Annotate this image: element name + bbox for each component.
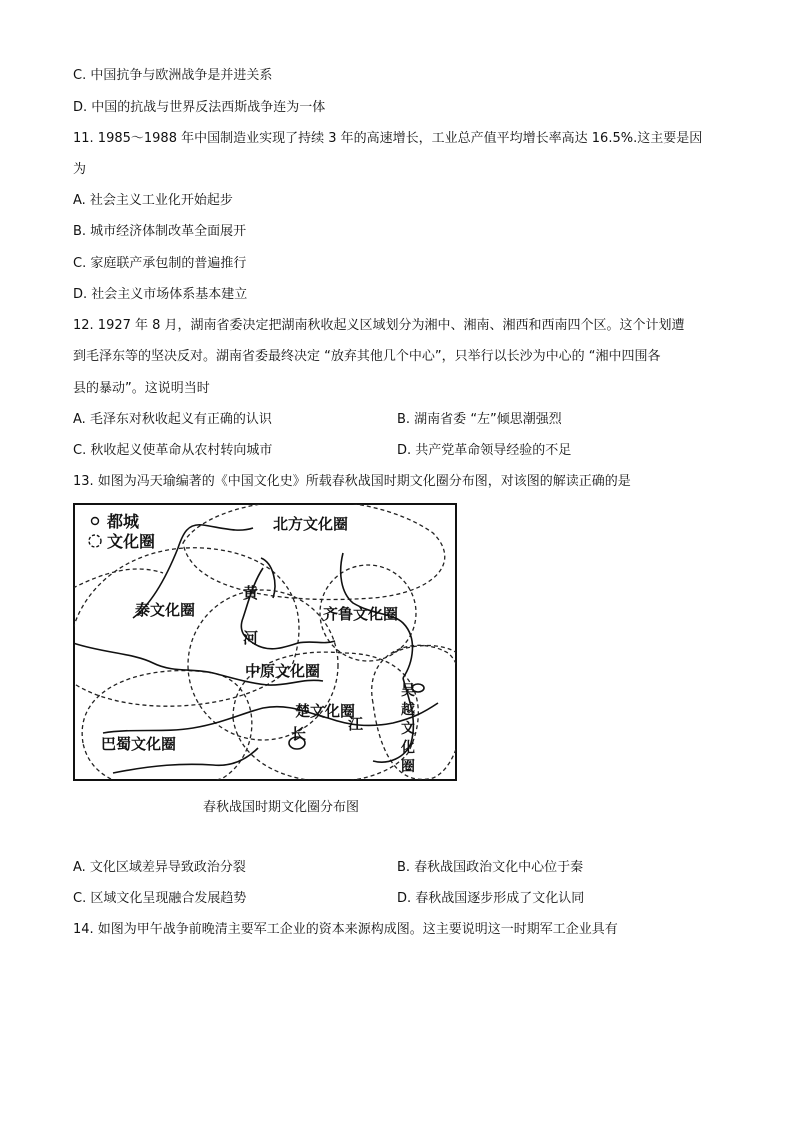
label-chu-circle: 楚文化圈: [295, 702, 356, 720]
label-he: 河: [243, 629, 259, 647]
label-zhongyuan-circle: 中原文化圈: [245, 662, 321, 680]
label-jiang: 江: [348, 715, 364, 733]
q12-option-b: B. 湖南省委 “左”倾思潮强烈: [397, 412, 562, 427]
label-qin-circle: 泰文化圈: [135, 601, 196, 619]
q13-option-a: A. 文化区域差异导致政治分裂: [73, 860, 246, 875]
q12-stem-line3: 县的暴动”。这说明当时: [73, 381, 210, 396]
q11-stem-line2: 为: [73, 162, 87, 177]
q12-stem-line2: 到毛泽东等的坚决反对。湖南省委最终决定 “放弃其他几个中心”，只举行以长沙为中心的 “湘中四围各: [73, 349, 661, 364]
label-yue: 越: [401, 702, 415, 718]
culture-circle-map-figure: [73, 503, 457, 781]
q13-option-d: D. 春秋战国逐步形成了文化认同: [397, 891, 585, 906]
q13-stem: 13. 如图为冯天瑜编著的《中国文化史》所载春秋战国时期文化圈分布图，对该图的解读正确的是: [73, 474, 631, 489]
q12-option-a: A. 毛泽东对秋收起义有正确的认识: [73, 412, 272, 427]
q11-option-a: A. 社会主义工业化开始起步: [73, 193, 233, 208]
q11-stem-line1: 11. 1985～1988 年中国制造业实现了持续 3 年的高速增长，工业总产值平均增长率高达 16.5%.这主要是因: [73, 131, 703, 146]
q14-stem: 14. 如图为甲午战争前晚清主要军工企业的资本来源构成图。这主要说明这一时期军工企业具有: [73, 922, 618, 937]
legend-capital: 都城: [107, 512, 140, 531]
label-chang: 长: [291, 725, 307, 743]
label-north-circle: 北方文化圈: [273, 515, 349, 533]
label-hua: 化: [401, 740, 415, 756]
label-bashu-circle: 巴蜀文化圈: [101, 735, 177, 753]
q11-option-d: D. 社会主义市场体系基本建立: [73, 287, 248, 302]
label-quan: 圈: [401, 759, 415, 775]
map-caption: 春秋战国时期文化圈分布图: [203, 800, 360, 815]
q12-option-c: C. 秋收起义使革命从农村转向城市: [73, 443, 273, 458]
q13-option-b: B. 春秋战国政治文化中心位于秦: [397, 860, 584, 875]
q13-option-c: C. 区域文化呈现融合发展趋势: [73, 891, 247, 906]
label-wu: 吴: [401, 683, 415, 699]
q11-option-c: C. 家庭联产承包制的普遍推行: [73, 256, 247, 271]
legend-culture-circle: 文化圈: [107, 532, 156, 551]
label-wen: 文: [401, 721, 415, 737]
culture-circle-map: [73, 503, 457, 781]
q11-option-b: B. 城市经济体制改革全面展开: [73, 224, 247, 239]
q12-option-d: D. 共产党革命领导经验的不足: [397, 443, 572, 458]
label-qilu-circle: 齐鲁文化圈: [323, 605, 399, 623]
q12-stem-line1: 12. 1927 年 8 月，湖南省委决定把湖南秋收起义区域划分为湘中、湘南、湘西和西南四个区。这个计划遭: [73, 318, 685, 333]
q10-option-d: D. 中国的抗战与世界反法西斯战争连为一体: [73, 100, 326, 115]
label-huang: 黄: [243, 584, 259, 602]
q10-option-c: C. 中国抗争与欧洲战争是并进关系: [73, 68, 273, 83]
